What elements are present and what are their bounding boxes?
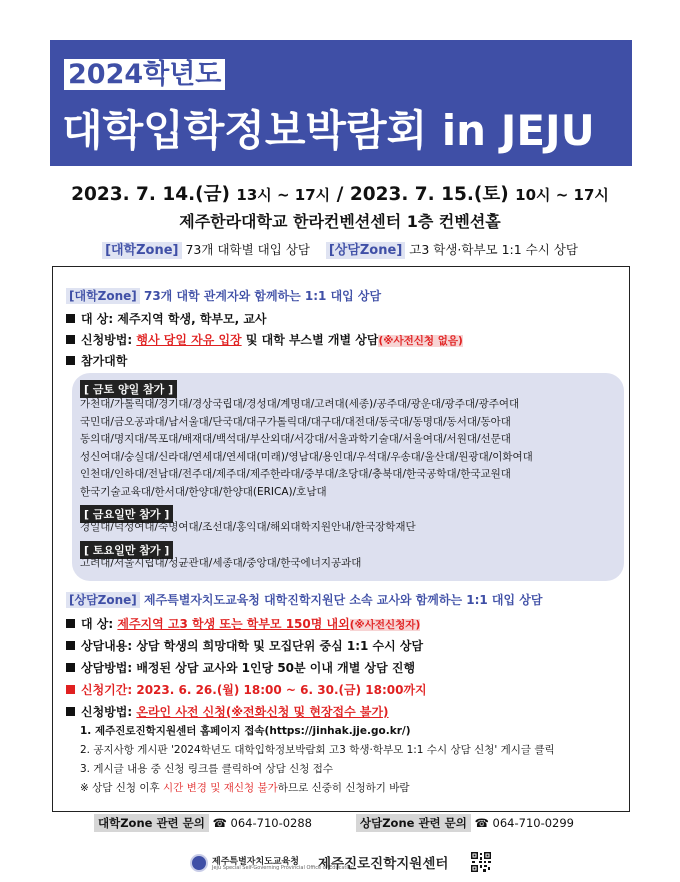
uni-zone-method: 신청방법: 행사 당일 자유 입장 및 대학 부스별 개별 상담(※사전신청 없음)	[66, 331, 463, 348]
sat-only-universities: 고려대/서울시립대/성균관대/세종대/중앙대/한국에너지공과대	[80, 557, 362, 569]
uni-zone-target: 대 상: 제주지역 학생, 학부모, 교사	[66, 310, 267, 327]
phone-number: ☎ 064-710-0288	[212, 816, 312, 830]
university-line: 성신여대/숭실대/신라대/연세대/연세대(미래)/영남대/용인대/우석대/우송대/울산대/원광대/이화여대	[80, 450, 533, 463]
university-line: 국민대/금오공과대/남서울대/단국대/대구가톨릭대/대구대/대전대/동국대/동명대/동서대/동아대	[80, 415, 511, 428]
event-dates: 2023. 7. 14.(금) 13시 ~ 17시 / 2023. 7. 15.(토) 10시 ~ 17시	[71, 184, 609, 205]
page-title: 대학입학정보박람회 in JEJU	[62, 106, 595, 155]
counsel-zone-tag: [상담Zone]	[326, 242, 405, 259]
career-center-name: 제주진로진학지원센터	[318, 856, 449, 872]
apply-step-2: 2. 공지사항 게시판 '2024학년도 대학입학정보박람회 고3 학생·학부모 1:1 수시 상담 신청' 게시글 클릭	[80, 744, 555, 756]
sat-only-tag: [ 토요일만 참가 ]	[80, 541, 173, 559]
education-office-name: 제주특별자치도교육청	[212, 857, 299, 867]
counsel-zone-apply: 신청방법: 온라인 사전 신청(※전화신청 및 현장접수 불가)	[66, 703, 389, 720]
fri-sat-universities	[80, 396, 533, 501]
education-office-logo-icon	[190, 854, 208, 872]
qr-code-icon	[470, 851, 492, 873]
university-line: 인천대/인하대/전남대/전주대/제주대/제주한라대/중부대/초당대/충북대/한국공학대/한국교원대	[80, 468, 511, 480]
university-line: 가천대/가톨릭대/경기대/경상국립대/경성대/계명대/고려대(세종)/공주대/광운대/광주대/광주여대	[80, 398, 520, 410]
apply-step-3: 3. 게시글 내용 중 신청 링크를 클릭하여 상담 신청 접수	[80, 763, 334, 775]
counsel-zone-content: 상담내용: 상담 학생의 희망대학 및 모집단위 중심 1:1 수시 상담	[66, 637, 423, 654]
footer	[0, 850, 680, 874]
academic-year: 2024학년도	[64, 52, 225, 91]
uni-zone-contact: 대학Zone 관련 문의 ☎ 064-710-0288	[94, 815, 312, 831]
university-line: 한국기술교육대/한서대/한양대/한양대(ERICA)/호남대	[80, 485, 327, 498]
uni-zone-tag: [대학Zone]	[102, 242, 181, 259]
counsel-zone-period: 신청기간: 2023. 6. 26.(월) 18:00 ~ 6. 30.(금) 18:00까지	[66, 681, 427, 698]
counsel-zone-method: 상담방법: 배정된 상담 교사와 1인당 50분 이내 개별 상담 진행	[66, 659, 415, 676]
uni-zone-participants-label: 참가대학	[66, 352, 127, 369]
apply-step-1: 1. 제주진로진학지원센터 홈페이지 접속(https://jinhak.jje.go.kr/)	[80, 725, 411, 737]
zones-summary: [대학Zone] 73개 대학별 대입 상담 [상담Zone] 고3 학생·학부모 1:1 수시 상담	[0, 239, 680, 258]
fri-sat-tag: [ 금토 양일 참가 ]	[80, 380, 177, 398]
apply-note: ※ 상담 신청 이후 시간 변경 및 재신청 불가하므로 신중히 신청하기 바람	[80, 782, 410, 794]
fri-only-tag: [ 금요일만 참가 ]	[80, 505, 173, 523]
event-venue: 제주한라대학교 한라컨벤션센터 1층 컨벤션홀	[179, 212, 501, 231]
counsel-zone-heading: [상담Zone] 제주특별자치도교육청 대학진학지원단 소속 교사와 함께하는 1:1 대입 상담	[66, 591, 542, 608]
fri-only-universities: 경일대/덕성여대/숙명여대/조선대/홍익대/해외대학지원안내/한국장학재단	[80, 521, 416, 533]
university-line: 동의대/명지대/목포대/배재대/백석대/부산외대/서강대/서울과학기술대/서울여대/서원대/선문대	[80, 433, 511, 445]
phone-number: ☎ 064-710-0299	[474, 816, 574, 830]
uni-zone-heading: [대학Zone] 73개 대학 관계자와 함께하는 1:1 대입 상담	[66, 287, 381, 304]
counsel-zone-contact: 상담Zone 관련 문의 ☎ 064-710-0299	[356, 815, 574, 831]
counsel-zone-target: 대 상: 제주지역 고3 학생 또는 학부모 150명 내외(※사전신청자)	[66, 615, 420, 632]
education-office-english-name: Jeju Special Self-Governing Provincial Office of Education	[212, 865, 354, 871]
